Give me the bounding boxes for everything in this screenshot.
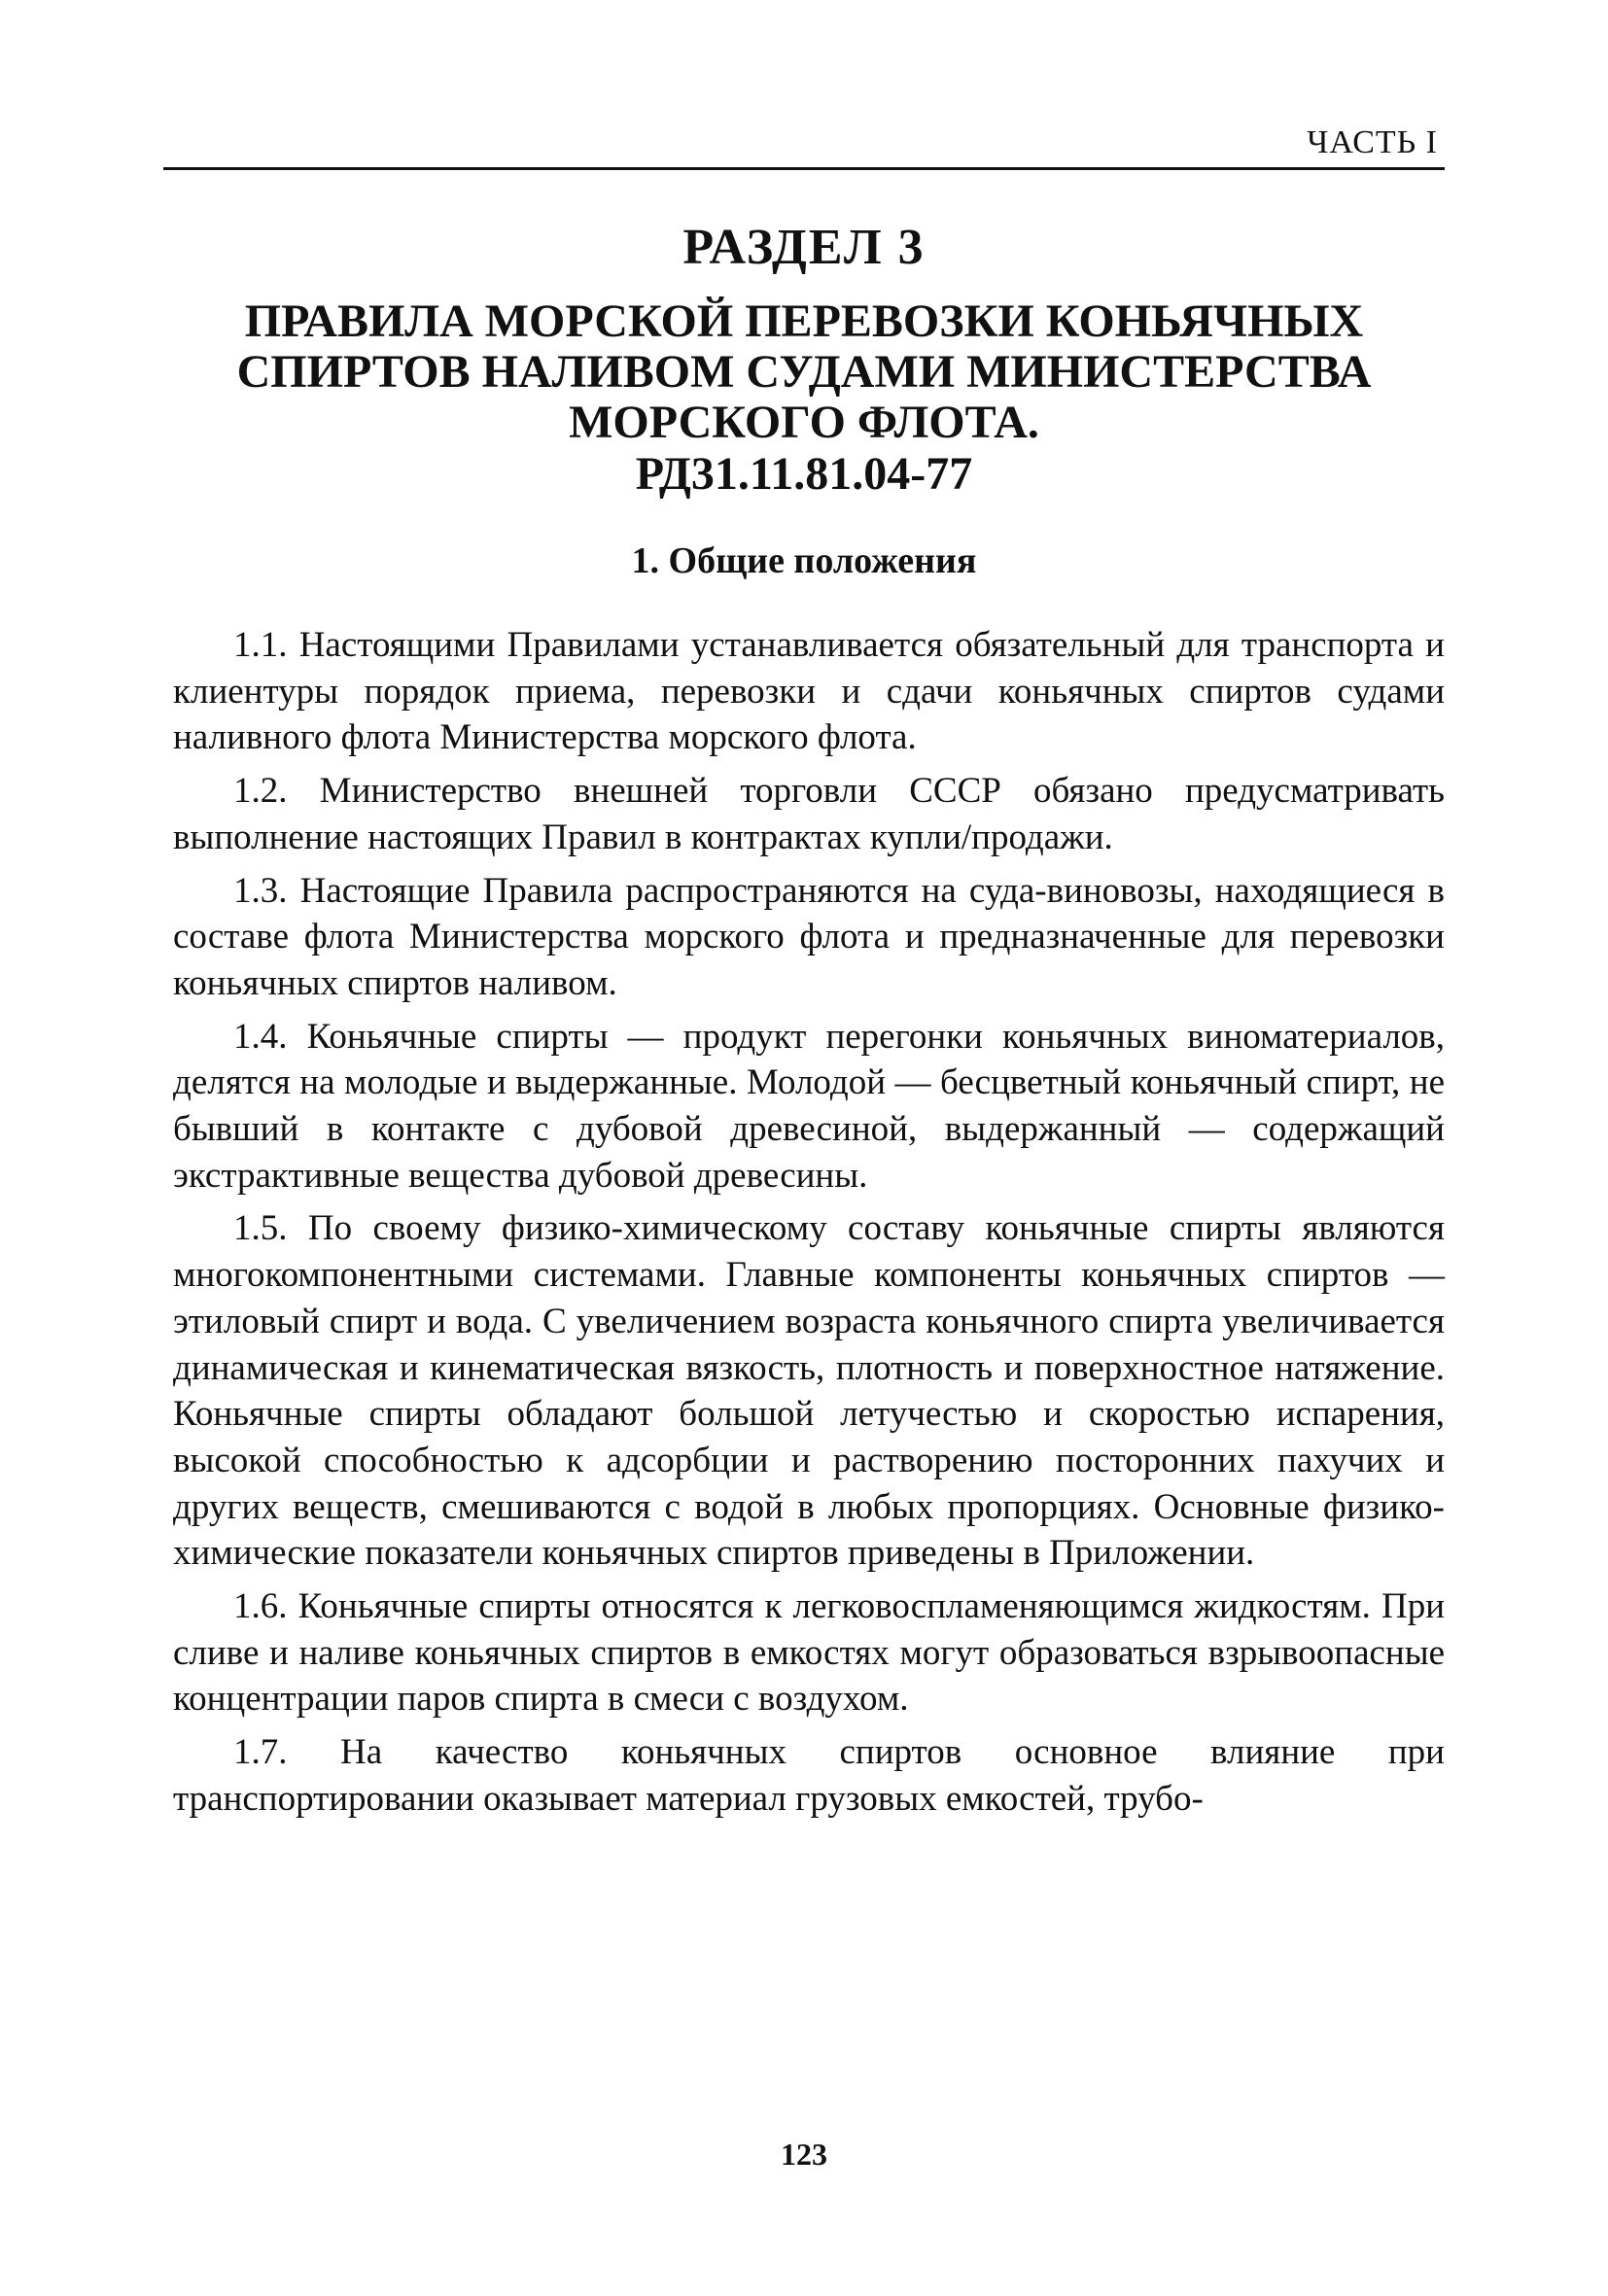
paragraph-1-7: 1.7. На качество коньячных спиртов основное влияние при транспортировании оказывает материал грузовых емкостей, трубо- xyxy=(173,1732,1445,1819)
paragraph-1-6: 1.6. Коньячные спирты относятся к легковоспламеняющимся жидкостям. При сливе и наливе коньячных спиртов в емкостях могут образоваться взрывоопасные концентрации паров спирта в смеси с воздухом. xyxy=(173,1586,1445,1720)
body-text xyxy=(173,622,1445,1829)
header-rule xyxy=(163,167,1445,170)
document-code: РД31.11.81.04-77 xyxy=(635,448,973,500)
document-title: ПРАВИЛА МОРСКОЙ ПЕРЕВОЗКИ КОНЬЯЧНЫХ СПИРТОВ НАЛИВОМ СУДАМИ МИНИСТЕРСТВА МОРСКОГО ФЛОТА. xyxy=(236,296,1372,448)
paragraph-1-5: 1.5. По своему физико-химическому составу коньячные спирты являются многокомпонентными системами. Главные компоненты коньячных спиртов — этиловый спирт и вода. С увеличением возраста коньячного спирта увеличивается динамическая и кинематическая вязкость, плотность и поверхностное натяжение. Коньячные спирты обладают большой летучестью и скоростью испарения, высокой способностью к адсорбции и растворению посторонних пахучих и других веществ, смешиваются с водой в любых пропорциях. Основные физико-химические показатели коньячных спиртов приведены в Приложении. xyxy=(173,1208,1445,1574)
paragraph-1-2: 1.2. Министерство внешней торговли СССР обязано предусматривать выполнение настоящих Правил в контрактах купли/продажи. xyxy=(173,771,1445,857)
paragraph-1-3: 1.3. Настоящие Правила распространяются на суда-виновозы, находящиеся в составе флота Министерства морского флота и предназначенные для перевозки коньячных спиртов наливом. xyxy=(173,870,1445,1003)
paragraph-1-4: 1.4. Коньячные спирты — продукт перегонки коньячных виноматериалов, делятся на молодые и выдержанные. Молодой — бесцветный коньячный спирт, не бывший в контакте с дубовой древесиной, выдержанный — содержащий экстрактивные вещества дубовой древесины. xyxy=(173,1016,1445,1196)
page-number: 123 xyxy=(781,2137,827,2172)
paragraph-1-1: 1.1. Настоящими Правилами устанавливается обязательный для транспорта и клиентуры порядок приема, перевозки и сдачи коньячных спиртов судами наливного флота Министерства морского флота. xyxy=(173,625,1445,758)
running-head: ЧАСТЬ I xyxy=(1307,124,1438,160)
section-label: РАЗДЕЛ 3 xyxy=(682,220,926,275)
subsection-title: 1. Общие положения xyxy=(631,540,977,581)
